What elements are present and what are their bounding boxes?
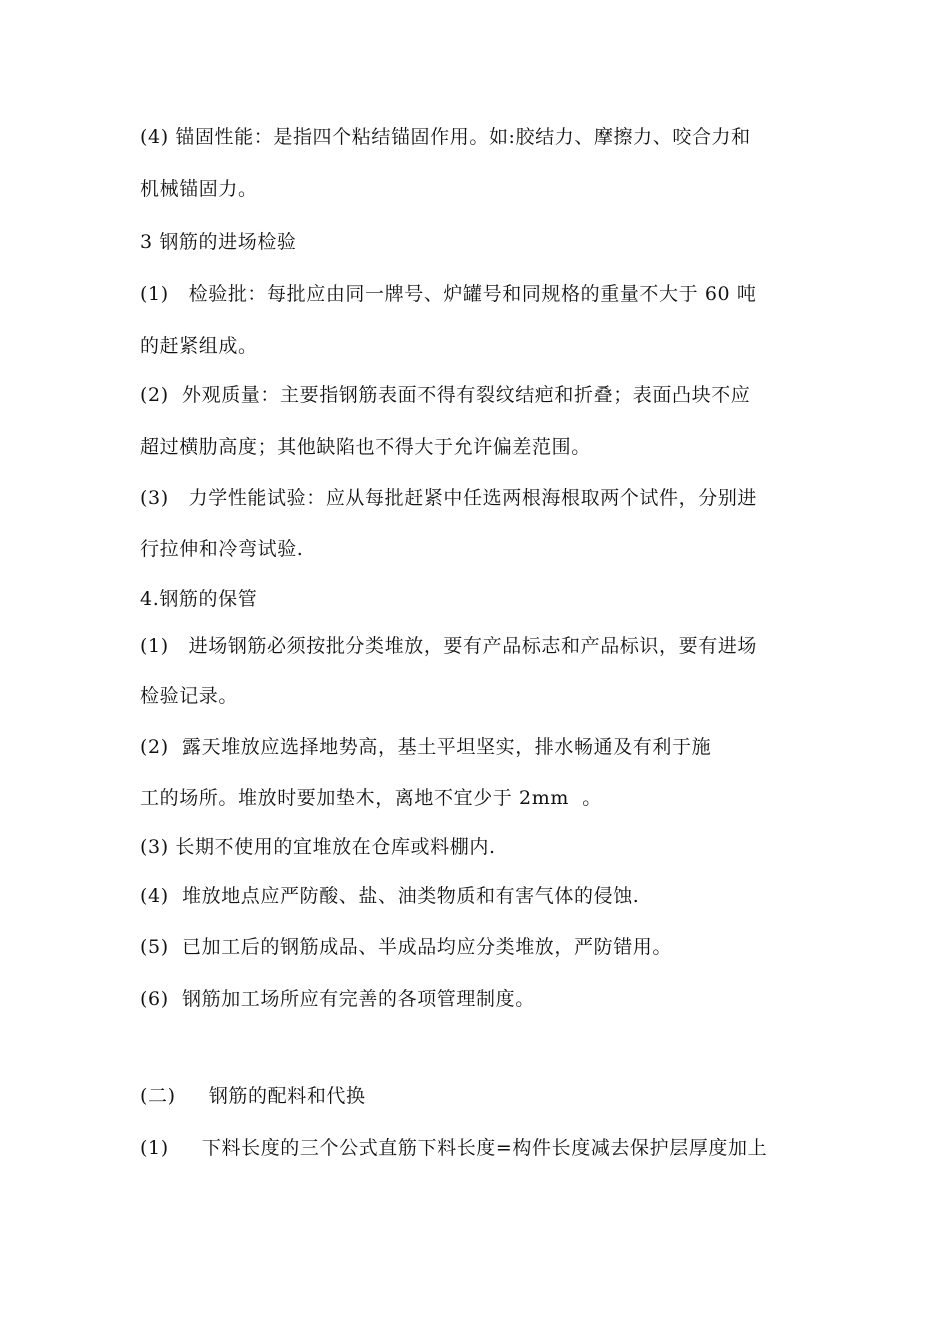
text-line: 行拉伸和冷弯试验. — [140, 538, 304, 560]
text-line: (3) 长期不使用的宜堆放在仓库或料棚内. — [140, 836, 496, 858]
text-line: (4) 锚固性能：是指四个粘结锚固作用。如:胶结力、摩擦力、咬合力和 — [140, 126, 751, 148]
text-line: 机械锚固力。 — [140, 178, 258, 200]
text-line: (6) 钢筋加工场所应有完善的各项管理制度。 — [140, 988, 535, 1010]
text-line: (1) 进场钢筋必须按批分类堆放，要有产品标志和产品标识，要有进场 — [140, 635, 758, 657]
text-line: (1) 检验批：每批应由同一牌号、炉罐号和同规格的重量不大于 60 吨 — [140, 283, 757, 305]
section-heading: 3 钢筋的进场检验 — [140, 231, 297, 253]
text-line: 检验记录。 — [140, 685, 239, 707]
text-line: (2) 露天堆放应选择地势高，基土平坦坚实，排水畅通及有利于施 — [140, 736, 712, 758]
text-line: (4) 堆放地点应严防酸、盐、油类物质和有害气体的侵蚀. — [140, 885, 640, 907]
text-line: 超过横肋高度；其他缺陷也不得大于允许偏差范围。 — [140, 436, 591, 458]
section-heading: 4.钢筋的保管 — [140, 588, 258, 610]
text-line: 工的场所。堆放时要加垫木，离地不宜少于 2mm 。 — [140, 787, 602, 809]
text-line: (1) 下料长度的三个公式直筋下料长度=构件长度减去保护层厚度加上 — [140, 1137, 768, 1159]
text-line: (5) 已加工后的钢筋成品、半成品均应分类堆放，严防错用。 — [140, 936, 672, 958]
text-line: (3) 力学性能试验：应从每批赶紧中任选两根海根取两个试件，分别进 — [140, 487, 758, 509]
text-line: 的赶紧组成。 — [140, 335, 258, 357]
text-line: (2) 外观质量：主要指钢筋表面不得有裂纹结疤和折叠；表面凸块不应 — [140, 384, 751, 406]
section-heading: (二) 钢筋的配料和代换 — [140, 1085, 366, 1107]
